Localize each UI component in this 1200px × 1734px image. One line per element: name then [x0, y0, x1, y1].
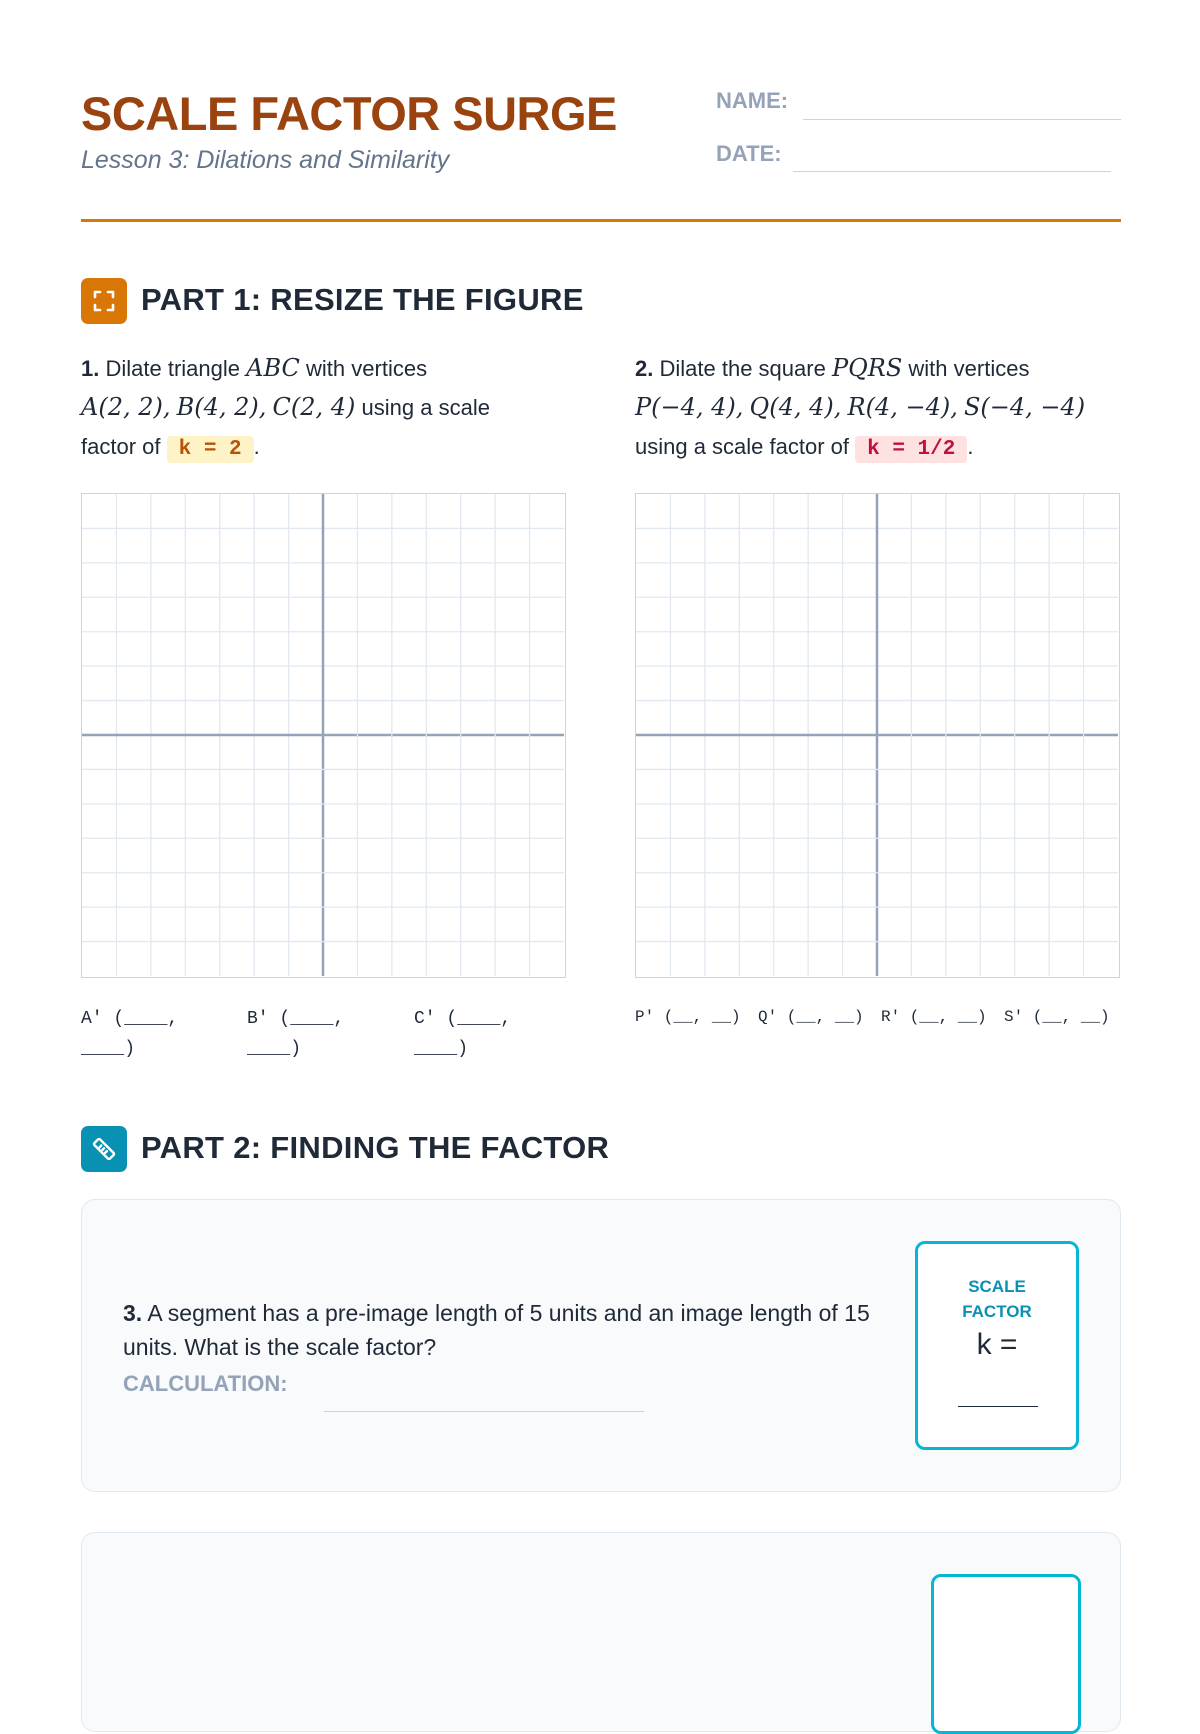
period: . [253, 434, 260, 459]
resize-icon [81, 278, 127, 324]
scale-factor-label [918, 1274, 1076, 1324]
vertex-a: A(2, 2), [81, 393, 171, 421]
square-name: PQRS [831, 354, 903, 382]
calculation-field[interactable] [324, 1411, 644, 1412]
grid-lines [636, 494, 1118, 976]
coordinate-grid-1[interactable] [81, 493, 566, 978]
problem-text: Dilate the square [659, 356, 826, 381]
problem-text: using a scale [361, 395, 490, 420]
scale-factor-answer[interactable] [958, 1406, 1038, 1407]
vertex-c: C(2, 4) [272, 393, 356, 421]
problem-1 [81, 349, 581, 469]
problem-text: with vertices [908, 356, 1030, 381]
calculation-label: CALCULATION: [123, 1371, 288, 1396]
problem-number: 2. [635, 356, 654, 381]
part2-heading: PART 2: FINDING THE FACTOR [141, 1130, 610, 1165]
part1-heading: PART 1: RESIZE THE FIGURE [141, 282, 584, 317]
scale-factor-box [931, 1574, 1081, 1734]
coordinate-grid-2[interactable] [635, 493, 1120, 978]
scale-factor-box [915, 1241, 1079, 1450]
k-equals: k = [976, 1328, 1018, 1361]
triangle-name: ABC [246, 354, 300, 382]
lesson-subtitle: Lesson 3: Dilations and Similarity [81, 146, 450, 174]
problem-4-card [81, 1532, 1121, 1732]
problem-2 [635, 349, 1125, 469]
answer-a-prime[interactable]: A' (____, ____) [81, 1009, 179, 1059]
vertex-b: B(4, 2), [176, 393, 267, 421]
date-field[interactable] [793, 171, 1111, 172]
answer-p-prime[interactable]: P' (__, __) [635, 1008, 741, 1026]
name-field[interactable] [803, 119, 1121, 120]
problem-text: using a scale factor of [635, 434, 850, 459]
worksheet-title: SCALE FACTOR SURGE [81, 87, 617, 140]
name-label: NAME: [716, 88, 789, 113]
grid-lines [82, 494, 564, 976]
vertex-s: S(−4, −4) [963, 393, 1086, 421]
answer-c-prime[interactable]: C' (____, ____) [414, 1009, 512, 1059]
answer-q-prime[interactable]: Q' (__, __) [758, 1008, 864, 1026]
vertex-q: Q(4, 4), [749, 393, 842, 421]
problem-text: factor of [81, 434, 161, 459]
scale-factor-chip: k = 1/2 [855, 436, 967, 463]
scale-label: SCALE [968, 1277, 1026, 1296]
problem-text: A segment has a pre-image length of 5 units and an image length of 15 units. What is the scale factor? [123, 1300, 870, 1360]
problem-3-card [81, 1199, 1121, 1492]
problem-number: 3. [123, 1300, 143, 1326]
vertex-r: R(4, −4), [847, 393, 958, 421]
problem-text: with vertices [306, 356, 428, 381]
date-label: DATE: [716, 141, 782, 166]
answer-b-prime[interactable]: B' (____, ____) [247, 1009, 345, 1059]
answer-s-prime[interactable]: S' (__, __) [1004, 1008, 1110, 1026]
vertex-p: P(−4, 4), [635, 393, 744, 421]
header-divider [81, 219, 1121, 222]
problem-3 [123, 1296, 903, 1364]
problem-number: 1. [81, 356, 100, 381]
scale-factor-chip: k = 2 [167, 436, 254, 463]
ruler-icon [81, 1126, 127, 1172]
answer-r-prime[interactable]: R' (__, __) [881, 1008, 987, 1026]
period: . [967, 434, 974, 459]
problem-text: Dilate triangle [105, 356, 240, 381]
factor-label: FACTOR [962, 1302, 1032, 1321]
